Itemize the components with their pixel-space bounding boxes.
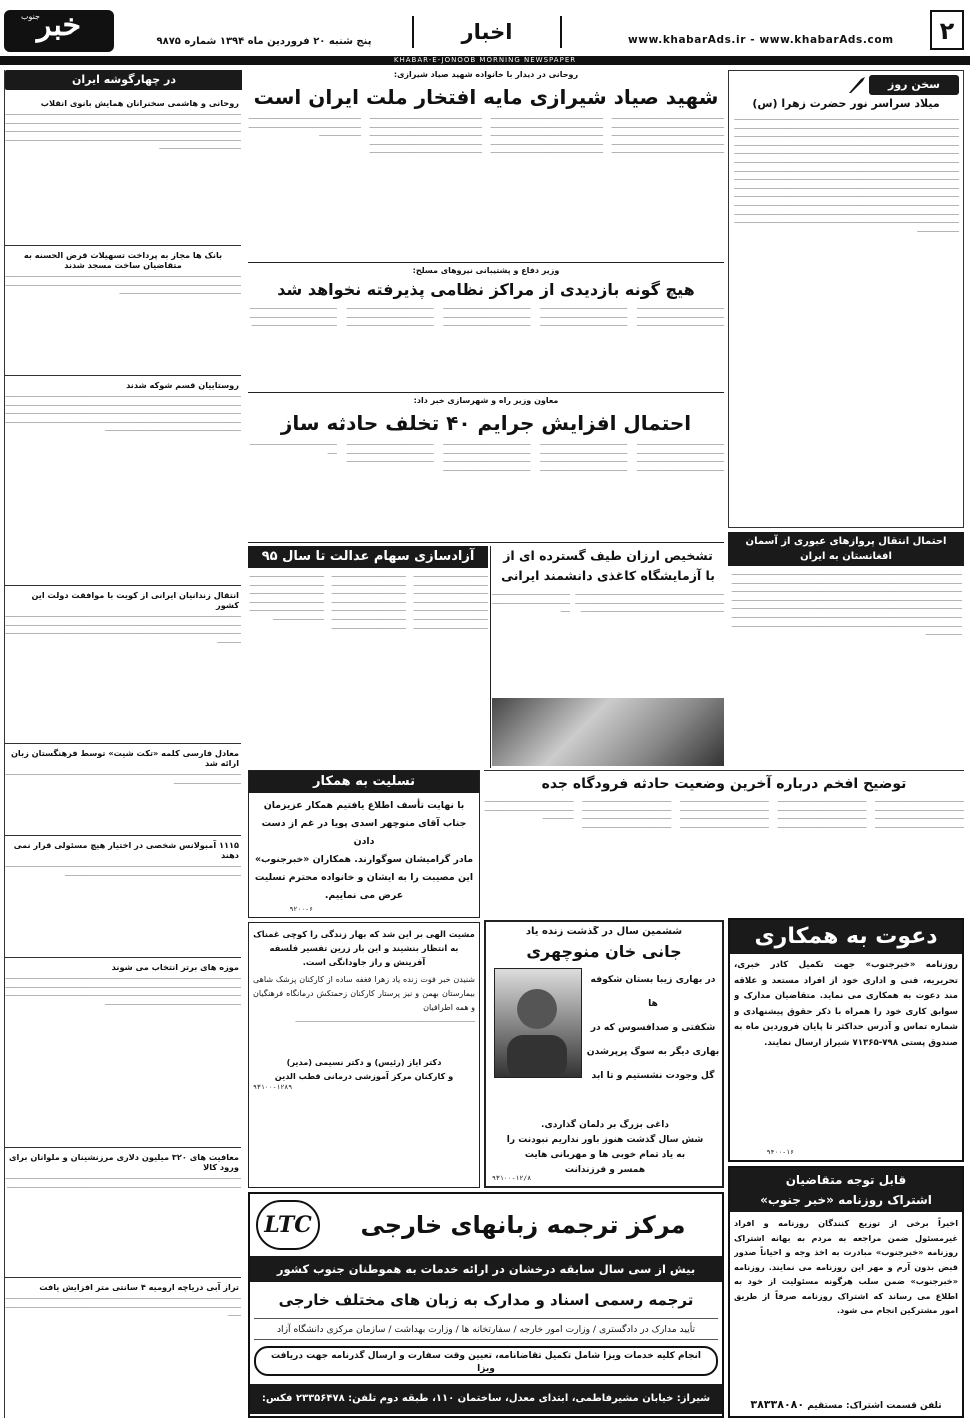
ltc-address: شیراز: خیابان مشیرفاطمی، ابتدای معدل، ساختمان ۱۱۰، طبقه دوم تلفن: ۲۳۳۵۶۴۷۸ فکس: xyxy=(250,1384,722,1414)
ltc-logo xyxy=(256,1200,320,1250)
memorial-line: شش سال گذشت هنوز باور نداریم نبودنت را xyxy=(506,1135,704,1145)
memorial-line: به یاد تمام خوبی ها و مهربانی هایت xyxy=(524,1150,686,1160)
headline-4a: تشخیص ارزان طیف گسترده ای از xyxy=(503,548,713,563)
ltc-ad xyxy=(248,1192,724,1418)
thanks-sign1: دکتر ایاز (رئیس) و دکتر نسیمی (مدیر) xyxy=(286,1057,442,1067)
portrait-icon xyxy=(494,969,581,1078)
left-story-title: انتقال زندانیان ایرانی از کویت با موافقت دولت این کشور xyxy=(31,590,239,610)
memorial-verse xyxy=(586,968,720,1118)
thanks-sign2: و کارکنان مرکز آموزشی درمانی قطب الدین xyxy=(274,1071,454,1081)
left-story-body: ـــــــــــــــــــــــــــــــــــــــــــــــــــــــــــــــــــــــــــــــــــــــــــــــــــــــــــــــــــــــــــــــــــــــــــــــــــــــــــــــــــــــــــــــــــــــــــــــــــــــــــــــــــــــــــــــــــــــــــــــــــــــــــــــــــــــــــــــــــــــــــــــــــــــــــــــــــــــــــــــــــــــــــــــــــــــــــــــــــــــــــــــــــــــــــــــــــــــــــــــــــــــــــــــــــــــــــــــــــــــــــــــــــــــــــــــــــــــــــــــــــــــــــــــــــــــــــــــــــــــــــــــــــــــــــــــــــــــــــــــــــــــــــــــــــــــــــــــــــ xyxy=(5,392,241,434)
left-story-body: ـــــــــــــــــــــــــــــــــــــــــــــــــــــــــــــــــــــــــــــــــــــــــــــــــــــــــــــــــــــــــــــــــــــــــــــــــــــــــــــــــــــــــــــــــــــــــــــــــــــــــــــــــــــــــــــــــــــــــــــــــــــــــــــــــــــــــــــــــــــــــــــــــــــــــــــــــــــــــــــــــــــــــــــــــــــــــــــــــــــــــــــــــــــــــــــــــــــــــــــــــــــــــــــــــــــــــــــــــــــــــــــــــــــــــــــــــ xyxy=(5,974,241,1007)
right-col-body: ـــــــــــــــــــــــــــــــــــــــــــــــــــــــــــــــــــــــــــــــــــــــــــــــــــــــــــــــــــــــــــــــــــــــــــــــــــــــــــــــــــــــــــــــــــــــــــــــــــــــــــــــــــــــــــــــــــــــــــــــــــــــــــــــــــــــــــــــــــــــــــــــــــــــــــــــــــــــــــــــــــــــــــــــــــــــــــــــــــــــــــــــــــــــــــــــــــــــــــــــــــــــــــــــــــــــــــــــــــــــــــــــــــــــــــــــــــــــــــــــــــــــــــــــــــــــــــــــــــــــــــــــــــــــــــــــــــــــــــــــــــــــــــــــــــــــــــــــــــــــــــــــــــــــــــــــــــــــــــــــــــــــــــــــــــــــــــــــــــــــــــــــــــــــــــــــــــــــــــــــــــــــــــــــــــــــــــــــــــــــــــــــــــــــــــــــــــــــــــــــــــــــــــــــــــــــــــــــــــــــــــــــــــــــــــــــــــــــــــــــــــــــــــــــــــــــــــــــــــــــــــــــــــــــــــــــــــــــــــــــــــــــــــــــــــــــــــــــــــــــــــــــــــــــــــــــــــــــــــــــــــــــــــــــــــــــــــــــــــــــــــــــــــــــــــــــــــــــــــــــــــــــــــــــــــــــــــــــــــــــــــــــــــــــــــــــــــــــــــــــــــــــــــــــــــــــــــــــــــــــــــــــــــــــــــــــــــــــــــــــــــــــــــــــــــــــــــــــــــــــــــــــــــــــــــــــــــــــــــــــــــــــــــــــــــــــــــــــــــــــــــــــــــــــــــــــــــــــــــــــــــــــــــــــــــــــــــــــــــــــــــــــــــــــــــــــــــــــــــــــــــــــــــــــــــــــــــــــــــــــــــــــــــــــــــــــــــــــــــــــــــــــــــــــــــــــــــــــــــ xyxy=(734,115,959,234)
left-col-title: در چهارگوشه ایران xyxy=(5,70,242,90)
left-story-title: تراز آبی دریاچه ارومیه ۴ سانتی متر افزایش یافت xyxy=(39,1282,239,1292)
thanks-intro: مشیت الهی بر این شد که بهار زندگی را کوچی غمناک به انتظار بنشیند و این بار زرین تفسیر فلسفه آفرینش و راز جاودانگی است. xyxy=(253,929,475,967)
memorial-line: داغی بزرگ بر دلمان گذاردی. xyxy=(541,1120,669,1130)
subscription-phone: ۳۸۳۳۸۰۸۰ xyxy=(750,1398,805,1411)
thanks-code: ۹۳۱۰۰-۱۲۸۹ xyxy=(253,1083,293,1091)
left-story xyxy=(5,962,241,1148)
right-col-story2-title: احتمال انتقال پروازهای عبوری از آسمان افغانستان به ایران xyxy=(728,532,964,566)
main-story-1 xyxy=(248,70,724,260)
column-label-box: سخن روز xyxy=(869,75,959,95)
story-4-body: ـــــــــــــــــــــــــــــــــــــــــــــــــــــــــــــــــــــــــــــــــــــــــــ xyxy=(492,590,570,615)
headline-3: احتمال افزایش جرایم ۴۰ تخلف حادثه ساز xyxy=(280,411,692,435)
story-4-photo xyxy=(492,698,724,766)
divider xyxy=(248,262,724,263)
condolence-code: ۹۲۰۰-۶ xyxy=(289,905,313,913)
right-col-story2-body: ـــــــــــــــــــــــــــــــــــــــــــــــــــــــــــــــــــــــــــــــــــــــــــــــــــــــــــــــــــــــــــــــــــــــــــــــــــــــــــــــــــــــــــــــــــــــــــــــــــــــــــــــــــــــــــــــــــــــــــــــــــــــــــــــــــــــــــــــــــــــــــــــــــــــــــــــــــــــــــــــــــــــــــــــــــــــــــــــــــــــــــــــــــــــــــــــــــــــــــــــــــــــــــــــــــــــــــــــــــــــــــــــــــــــــــــــــــــــــــــــــــــــــــــــــــــــــــــــــــــــــــــــــــــــــــــــــــــــــــــــــــــــــــــــــــــــــــــــــــــــــــــــــــــــــــــــــــــــــــــــــــــــــــــــــــــــــــــــــــــــــــــــــــــــــــــــــــــــــــــــــــــــــــــــــــــــــــــــــــــــــــــــــــــــــــــــــــــــــــــــــــــــــــــــــــــــــــــــــــــــــــــــــــــــــــــــــــــــــــــــــــــــــــــــــــــــــــــ xyxy=(731,570,962,638)
condolence-line: مادر گرامیشان سوگوارند. همکاران «خبرجنوب» xyxy=(254,854,474,865)
story-6-body: ـــــــــــــــــــــــــــــــــــــــــــــــــــــــــــــــــــــــــــــــــــــــــــــــــــــــــــــــــــــــــــــــــــــــــــــــــــــــــــــــــــــــــــــــــــــــــــــــــــــــــــــــــــــــــــــــــــــــــــــــــــــــــــــــــــــــــــــــــــــــــــــــــــــــــــــــــــــــــــــــــــــــــــــــــــــــــــــــــــــــــــــــــــــــــــــــــــــــــــــــــــــــــــــــــــــــــــــــــــــــــــــــــــــــــــــــــــــــــــــــــــــــــــــــــــــــــــــــــــــــــــــــــــــــــــــــــــــــــــــــــــــــــــــــــــــــــــــــــــــــــــــــــــــــــــــــــــــــــــــــــــــــــــــــــــــــــــــــــــــــــــــــــــــــــــــــــــــــــــــــــــــــــــــــــــــــــــــــــــــــــــــــــــــــــــــــــــــــــــــــــــــــــــــــــــــــــــــــــــــــــــــــــــــــــــــــــــــــــــــــــــــــــــــــــــ xyxy=(484,797,964,830)
left-story xyxy=(5,250,241,376)
section-title: اخبار xyxy=(412,16,562,48)
subscription-text: اخیراً برخی از توزیع کنندگان روزنامه و افراد غیرمسئول ضمن مراجعه به مردم به بهانه اشتراک روزنامه «خبرجنوب» مبادرت به اخذ وجه و احیاناً صدور قبض بدون آرم و مهر این روزنامه می نمایند. روزنامه «خبرجنوب» ضمن سلب هرگونه مسئولیت از خود به اطلاع می رساند که اشتراک روزنامه صرفاً از طریق امور مشترکین انجام می شود. xyxy=(734,1218,958,1315)
quill-icon xyxy=(847,75,867,95)
hiring-title: دعوت به همکاری xyxy=(730,920,962,954)
subscription-title-line1: قابل توجه متقاضیان xyxy=(785,1173,907,1187)
left-story-body: ـــــــــــــــــــــــــــــــــــــــــــــــــــــــــــــــــــــــــــــــــــــــــــــــــــــــــــــــــــــــــــــــــــــــــــــــــــــــــــــــــــــــــــــــــــــــــــــــــــــــــــــــــــــــــــــــــــــــــــــــــــــــــــــــــــــــــــــــــــــــــــــــــــــــــــــــــــــــــــــــــــــــــــــــــــــــــــــــــــــــــــــــــــــــــــــــــــــــــــــــــــــــــــــــــــــــــــــــــــــــــــــــــــــــــــــــــــــــــــــــــــــــــــــــــــــــــــــــــــــــــــــــــــــــــــــــــــــــــــــــــــــ xyxy=(5,110,241,152)
left-story-body: ـــــــــــــــــــــــــــــــــــــــــــــــــــــــــــــــــــــــــــــــــــــــــــــــــــــــــــــــــــــــــــــــــــــــــــــــــــــــــــــــــــــــــــــــــــــــــــــــــــــــــــــــــــــــــــــــــــــــــــــــــــــــــــــــــــــــــــــــــــــــــــــــــــــــــــــــــــــــــــــــــــــــــــــــــــــــــــــــــــــــــــــــــــــــــــــــــــــــــــــــــــ xyxy=(5,612,241,645)
thanks-body: شنیدن خبر فوت زنده یاد زهرا فغفه ساده از کارکنان پزشک شاهی بیمارستان بهمن و نیز پرستار کارکنان زحمتکش درمانگاه فرهنگیان و همه اطرافیان xyxy=(253,975,475,1012)
left-story-body: ـــــــــــــــــــــــــــــــــــــــــــــــــــــــــــــــــــــــــــــــــــــــــــــــــــــــــــــــــــــــــــــــــــــــــــــــــــــــــــــــــــــــ xyxy=(5,770,241,786)
logo-text: خبر xyxy=(36,8,82,43)
header-subtitle: KHABAR-E-JONOOB MORNING NEWSPAPER xyxy=(393,56,577,64)
ltc-verify: تأیید مدارک در دادگستری / وزارت امور خارجه / سفارتخانه ها / وزارت بهداشت / سازمان مرکزی دانشگاه آزاد xyxy=(254,1318,718,1340)
headline-4b: با آزمایشگاه کاغذی دانشمند ایرانی xyxy=(501,568,715,583)
ltc-title: مرکز ترجمه زبانهای خارجی xyxy=(360,1211,686,1239)
left-column xyxy=(4,70,242,1418)
right-col-story2 xyxy=(728,532,964,764)
ltc-service: ترجمه رسمی اسناد و مدارک به زبان های مختلف خارجی xyxy=(278,1291,694,1309)
left-story-title: معافیت های ۳۲۰ میلیون دلاری مرزنشینان و ملوانان برای ورود کالا xyxy=(8,1152,239,1172)
right-col-title: میلاد سراسر نور حضرت زهرا (س) xyxy=(752,97,940,110)
divider xyxy=(248,542,724,543)
left-story-body: ـــــــــــــــــــــــــــــــــــــــــــــــــــــــــــــــــــــــــــــــــــــــــــــــــــــــــــــــــــــــــــــــــــــــــــــــــــــــــــــــــــــــــــــــــــــــــــــــــــــــــــــــــــــــــــــــــــ xyxy=(5,862,241,878)
left-story xyxy=(5,840,241,958)
thanks-ad xyxy=(248,922,480,1188)
left-story xyxy=(5,590,241,744)
main-story-2 xyxy=(248,266,724,390)
headline-2: هیچ گونه بازدیدی از مراکز نظامی پذیرفته نخواهد شد xyxy=(277,280,695,299)
subscription-phone-row xyxy=(734,1398,958,1414)
main-story-6 xyxy=(484,770,964,916)
hiring-code: ۹۴۰۰-۱۶ xyxy=(766,1148,794,1156)
memorial-line: گل وجودت نشستیم و تا ابد xyxy=(591,1070,715,1081)
headline-1: شهید صیاد شیرازی مایه افتخار ملت ایران است xyxy=(253,85,719,109)
thanks-filler: ـــــــــــــــــــــــــــــــــــــــــــــــــــــــــــــــــــــــــــــــــــــــــــــــــــ xyxy=(295,1017,475,1024)
memorial-code: ۹۳۱۰۰-۱۲/۸ xyxy=(492,1174,532,1182)
left-story xyxy=(5,98,241,246)
left-story xyxy=(5,1282,241,1404)
memorial-family: همسر و فرزندانت xyxy=(564,1165,646,1175)
story-5-body: ـــــــــــــــــــــــــــــــــــــــــــــــــــــــــــــــــــــــــــــــــــــــــــــــــــــــــــــــــــــــــــــــــــــــــــــــــــــــــــــــــــــــــــــــــــــــــــــــــــــــــــــــــــــــــــــــــــــــــــــــــــــــــــــــــــــــــــــــــــــــــــــــــــــــــــــــــــــــــــــــــــــــــــــــــــــــــــــــــــــــــــــــــــــــــــــــــــــــــــــــــــــــــــــــــــــــــــــــــــــــــــــــــــــــــــــــــــــــــــــــــــــــــــــــــــــــــــــــــــــــــــــــــــــــــــــــــــــــــــــــــــــــــــــــــــــــــــــــــــــــــــــــــــــــــــــــــــــــــــــــــــــــــــــــــــــــــــــــــــــــــــــــــــــــــــــــــــــــــــــــــــــــــــــــــــــــــــــــــــــــــــــــــــــــــــــــــــــــــــــــــــــــ xyxy=(249,572,488,631)
memorial-line: در بهاری زیبا بستان شکوفه ها xyxy=(590,974,716,1009)
main-story-4 xyxy=(492,546,724,768)
left-story-title: روحانی و هاشمی سخنرانان همایش بانوی انقلاب xyxy=(40,98,239,108)
subscription-title-line2: اشتراک روزنامه «خبر جنوب» xyxy=(760,1193,932,1207)
condolence-line: این مصیبت را به ایشان و خانواده محترم تسلیت xyxy=(254,872,474,883)
subscription-phone-label: تلفن قسمت اشتراک: مستقیم xyxy=(807,1401,942,1411)
ltc-visa-row xyxy=(254,1346,718,1376)
story-4-body: ـــــــــــــــــــــــــــــــــــــــــــــــــــــــــــــــــــــــــــــــــــــــــــــــــــــــــــــــــــــــــــــــــــــــــــــــــــــــــــــــــــــــــــــــــــــــــــــــــــــــــــــــــــــــــــــــــــــــــــــــــــ xyxy=(575,590,724,615)
divider xyxy=(248,392,724,393)
left-story xyxy=(5,380,241,586)
page-number-box: ۲ xyxy=(930,10,964,50)
main-story-3 xyxy=(248,396,724,540)
left-story-title: بانک ها مجاز به پرداخت تسهیلات قرض الحسنه به متقاضیان ساخت مسجد شدند xyxy=(23,250,223,270)
left-story-title: معادل فارسی کلمه «تکت شیت» توسط فرهنگستان زبان ارائه شد xyxy=(10,748,239,768)
ltc-logo-text: LTC xyxy=(264,1212,312,1238)
condolence-line: با نهایت تأسف اطلاع یافتیم همکار عزیزمان xyxy=(263,800,465,811)
newspaper-logo xyxy=(4,6,114,56)
memorial-ad xyxy=(484,920,724,1188)
left-story-body: ـــــــــــــــــــــــــــــــــــــــــــــــــــــــــــــــــــــــــــــــــــــــــــــــــــــــــــــــــــــــــــــــــــــــــــــــــــــــــــــــــــــــــــــــــــــــــــــــــــــــــــــــــــــــــــــــــــــــــــــــــــــــــــــــــــــــــــــــــــــــــــــــــــــــــــــــــــــــــــــــــــــــ xyxy=(5,272,241,297)
main-story-5 xyxy=(248,546,488,768)
issue-date-line: پنج شنبه ۲۰ فروردین ماه ۱۳۹۴ شماره ۹۸۷۵ xyxy=(156,36,372,47)
kicker-1: روحانی در دیدار با خانواده شهید صیاد شیرازی: xyxy=(393,70,579,79)
story-3-body: ـــــــــــــــــــــــــــــــــــــــــــــــــــــــــــــــــــــــــــــــــــــــــــــــــــــــــــــــــــــــــــــــــــــــــــــــــــــــــــــــــــــــــــــــــــــــــــــــــــــــــــــــــــــــــــــــــــــــــــــــــــــــــــــــــــــــــــــــــــــــــــــــــــــــــــــــــــــــــــــــــــــــــــــــــــــــــــــــــــــــــــــــــــــــــــــــــــــــــــــــــــــــــــــــــــــــــــــــــــــــــــــــــــــــــــــــــــــــــــــــــــــــــــــــــــــــــــــــــــــــــــــــــــــــــــــــــــــــــــــــــــــــــــــــــــــــــــــــــــــــــــــــــــــــــــــــــــــــــــــــــــــــــــــــــــــــــــــــــــــــــــــــــــــــــــــــــــــــــــــــــــــــــــــــــــــــــــــــــــــــــــــــــــــ xyxy=(249,440,724,473)
condolence-line: جناب آقای منوچهر اسدی پویا در غم از دست دادن xyxy=(261,818,467,847)
kicker-2: وزیر دفاع و پشتیبانی نیروهای مسلح: xyxy=(412,266,560,275)
left-story xyxy=(5,748,241,836)
ltc-visa: انجام کلیه خدمات ویزا شامل تکمیل تقاضانامه، تعیین وقت سفارت و ارسال گذرنامه جهت دریافت ویزا xyxy=(271,1351,701,1374)
divider xyxy=(490,546,491,768)
right-column xyxy=(728,70,964,528)
subscription-ad xyxy=(728,1166,964,1418)
headline-5: آزادسازی سهام عدالت تا سال ۹۵ xyxy=(248,546,488,568)
masthead-bar xyxy=(0,0,970,66)
hiring-text: روزنامه «خبرجنوب» جهت تکمیل کادر خبری، تحریریه، فنی و اداری خود از افراد مستعد و علاقه مند دعوت به همکاری می نماید. متقاضیان مدارک و سوابق کاری خود را همراه با ذکر حقوق پیشنهادی و شماره تماس و آدرس حداکثر تا پایان فروردین ماه به صندوق پستی ۷۹۸-۷۱۳۶۵ شیراز ارسال نمایند. xyxy=(734,960,958,1048)
memorial-line: شکفتی و صدافسوس که در xyxy=(590,1022,716,1033)
memorial-name: جانی خان منوچهری xyxy=(526,942,682,961)
left-story-body: ـــــــــــــــــــــــــــــــــــــــــــــــــــــــــــــــــــــــــــــــــــــــــــــــــــــــــــــــــــــــــــــــــــــــــــــــــــــــــــــــــــــــــــــــــــــــــــــــــــــــــــــــــــــــــــــــــــــــــــــــــــــــــــــــــــ xyxy=(5,1174,241,1190)
left-story-title: روستاییان قسم شوکه شدند xyxy=(126,380,239,390)
memorial-title: ششمین سال در گذشت زنده یاد xyxy=(525,926,683,937)
website-url: www.khabarAds.ir - www.khabarAds.com xyxy=(628,34,894,46)
subscription-title xyxy=(730,1168,962,1212)
kicker-3: معاون وزیر راه و شهرسازی خبر داد: xyxy=(413,396,559,405)
logo-subtext: جنوب xyxy=(20,12,40,21)
left-col-stories xyxy=(5,94,241,1414)
story-1-body: ـــــــــــــــــــــــــــــــــــــــــــــــــــــــــــــــــــــــــــــــــــــــــــــــــــــــــــــــــــــــــــــــــــــــــــــــــــــــــــــــــــــــــــــــــــــــــــــــــــــــــــــــــــــــــــــــــــــــــــــــــــــــــــــــــــــــــــــــــــــــــــــــــــــــــــــــــــــــــــــــــــــــــــــــــــــــــــــــــــــــــــــــــــــــــــــــــــــــــــــــــــــــــــــــــــــــــــــــــــــــــــــــــــــــــــــــــــــــــــــــــــــــــــــــــــــــــــــــــــــــــــــــــــــــــــــــــــــــــــــــــــــــــــــــــــــــــــــــــــــــــــــــــــــــــــــــــــــــــــــــــــــــــــــــــــــــــــــــــــــــــــــــــــــــــــــــــــــــــــــــــــــــــــــــــــــــــــــــــــــــــــــــــــــــــــــــــــــــــــــــــــــــــــــــــــــــــــــــــــــــــــــــــــــــــــــــــــــــــــــــــــــــــــــــــــــــــــــــــــــــــــــــــــــــــــــــــــــــــــــــــــــــــــــــــــــــــــــــــــــــــــــــــــــــــــــــــــــــــــــــــــــــــــــــــــــــــــــــــــــ xyxy=(248,114,724,156)
left-story-body: ـــــــــــــــــــــــــــــــــــــــــــــــــــــــــــــــــــــــــــــــــــــــــــــــــــــــــــــــــــــــــــــــــــــــــــــــــــــــــــــــــــــــــــــــــــــــــــــــــــــــــــــــــــــــــــــــــــــــــــــــــــــــــــــــــــــــــــ xyxy=(5,1294,241,1319)
condolence-line: عرض می نماییم. xyxy=(324,890,404,901)
condolence-ad xyxy=(248,770,480,918)
condolence-text xyxy=(253,797,475,907)
left-story-title: موزه های برتر انتخاب می شوند xyxy=(111,962,239,972)
hiring-ad xyxy=(728,918,964,1162)
headline-6: توضیح افخم درباره آخرین وضعیت حادثه فرودگاه جده xyxy=(541,776,907,792)
condolence-title: تسلیت به همکار xyxy=(249,771,479,793)
story-2-body: ـــــــــــــــــــــــــــــــــــــــــــــــــــــــــــــــــــــــــــــــــــــــــــــــــــــــــــــــــــــــــــــــــــــــــــــــــــــــــــــــــــــــــــــــــــــــــــــــــــــــــــــــــــــــــــــــــــــــــــــــــــــــــــــــــــــــــــــــــــــــــــــــــــــــــــــــــــــــــــــــــــــــــــــــــــــــــــــــــــــــــــــــــــــــــــــــــــــــــــــــــــــــــــــــــــــــــــــــــــــــــــــــــــــــــــــــــــــــــــــــــــــــــــــــــــــــــــــــــــــــــــــــــــــــــــــــــــــــــــــــــــــــــــــــــــــــــــــــــــــــــــــــــــــــــــــــــــــــــــــــــــــــــــــــــــــــــــــــــــــــــــــــــــــــــــــــــــــــــــــــ xyxy=(249,304,724,329)
memorial-photo xyxy=(494,968,582,1078)
ltc-tagline: بیش از سی سال سابقه درخشان در ارائه خدمات به هموطنان جنوب کشور xyxy=(250,1256,722,1282)
memorial-line: بهاری دیگر به سوگ پرپرشدن xyxy=(586,1046,720,1057)
left-story xyxy=(5,1152,241,1278)
left-story-title: ۱۱۱۵ آمبولانس شخصی در اختیار هیچ مسئولی قرار نمی دهند xyxy=(13,840,239,860)
